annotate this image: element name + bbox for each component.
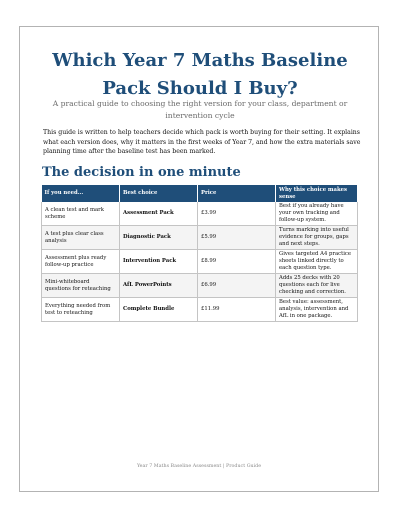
header-price: Price — [198, 185, 276, 202]
need-cell: Assessment plus ready follow-up practice — [42, 250, 120, 274]
header-why: Why this choice makes sense — [276, 185, 358, 202]
table-row — [42, 226, 358, 250]
document-page — [19, 26, 379, 492]
page-title: Which Year 7 Maths Baseline Pack Should I Buy? — [52, 50, 348, 99]
price-cell: £3.99 — [198, 202, 276, 226]
table-row — [42, 274, 358, 298]
table-row — [42, 250, 358, 274]
table-header-row — [42, 185, 358, 202]
table-row — [42, 298, 358, 322]
reason-cell: Gives targeted A4 practice sheets linked directly to each question type. — [276, 250, 358, 274]
page-footer: Year 7 Maths Baseline Assessment | Product Guide — [136, 464, 262, 469]
choice-cell: Diagnostic Pack — [120, 226, 198, 250]
choice-cell: AfL PowerPoints — [120, 274, 198, 298]
decision-table — [41, 185, 358, 322]
reason-cell: Turns marking into useful evidence for groups, gaps and next steps. — [276, 226, 358, 250]
price-cell: £11.99 — [198, 298, 276, 322]
choice-cell: Intervention Pack — [120, 250, 198, 274]
choice-cell: Complete Bundle — [120, 298, 198, 322]
need-cell: A clean test and mark scheme — [42, 202, 120, 226]
reason-cell: Adds 25 decks with 20 questions each for live checking and correction. — [276, 274, 358, 298]
choice-cell: Assessment Pack — [120, 202, 198, 226]
reason-cell: Best value: assessment, analysis, intervention and AfL in one package. — [276, 298, 358, 322]
need-cell: Mini-whiteboard questions for reteaching — [42, 274, 120, 298]
reason-cell: Best if you already have your own tracking and follow-up system. — [276, 202, 358, 226]
price-cell: £5.99 — [198, 226, 276, 250]
need-cell: Everything needed from test to reteaching — [42, 298, 120, 322]
table-row — [42, 202, 358, 226]
header-best-choice: Best choice — [120, 185, 198, 202]
price-cell: £6.99 — [198, 274, 276, 298]
price-cell: £8.99 — [198, 250, 276, 274]
section-heading: The decision in one minute — [42, 165, 241, 180]
intro-paragraph: This guide is written to help teachers decide which pack is worth buying for their setting. It explains what each version does, why it matters in the first weeks of Year 7, and how the extra materials save planning time after the baseline test has been marked. — [43, 129, 361, 155]
header-need: If you need... — [42, 185, 120, 202]
page-subtitle: A practical guide to choosing the right version for your class, department or intervention cycle — [52, 99, 348, 120]
need-cell: A test plus clear class analysis — [42, 226, 120, 250]
